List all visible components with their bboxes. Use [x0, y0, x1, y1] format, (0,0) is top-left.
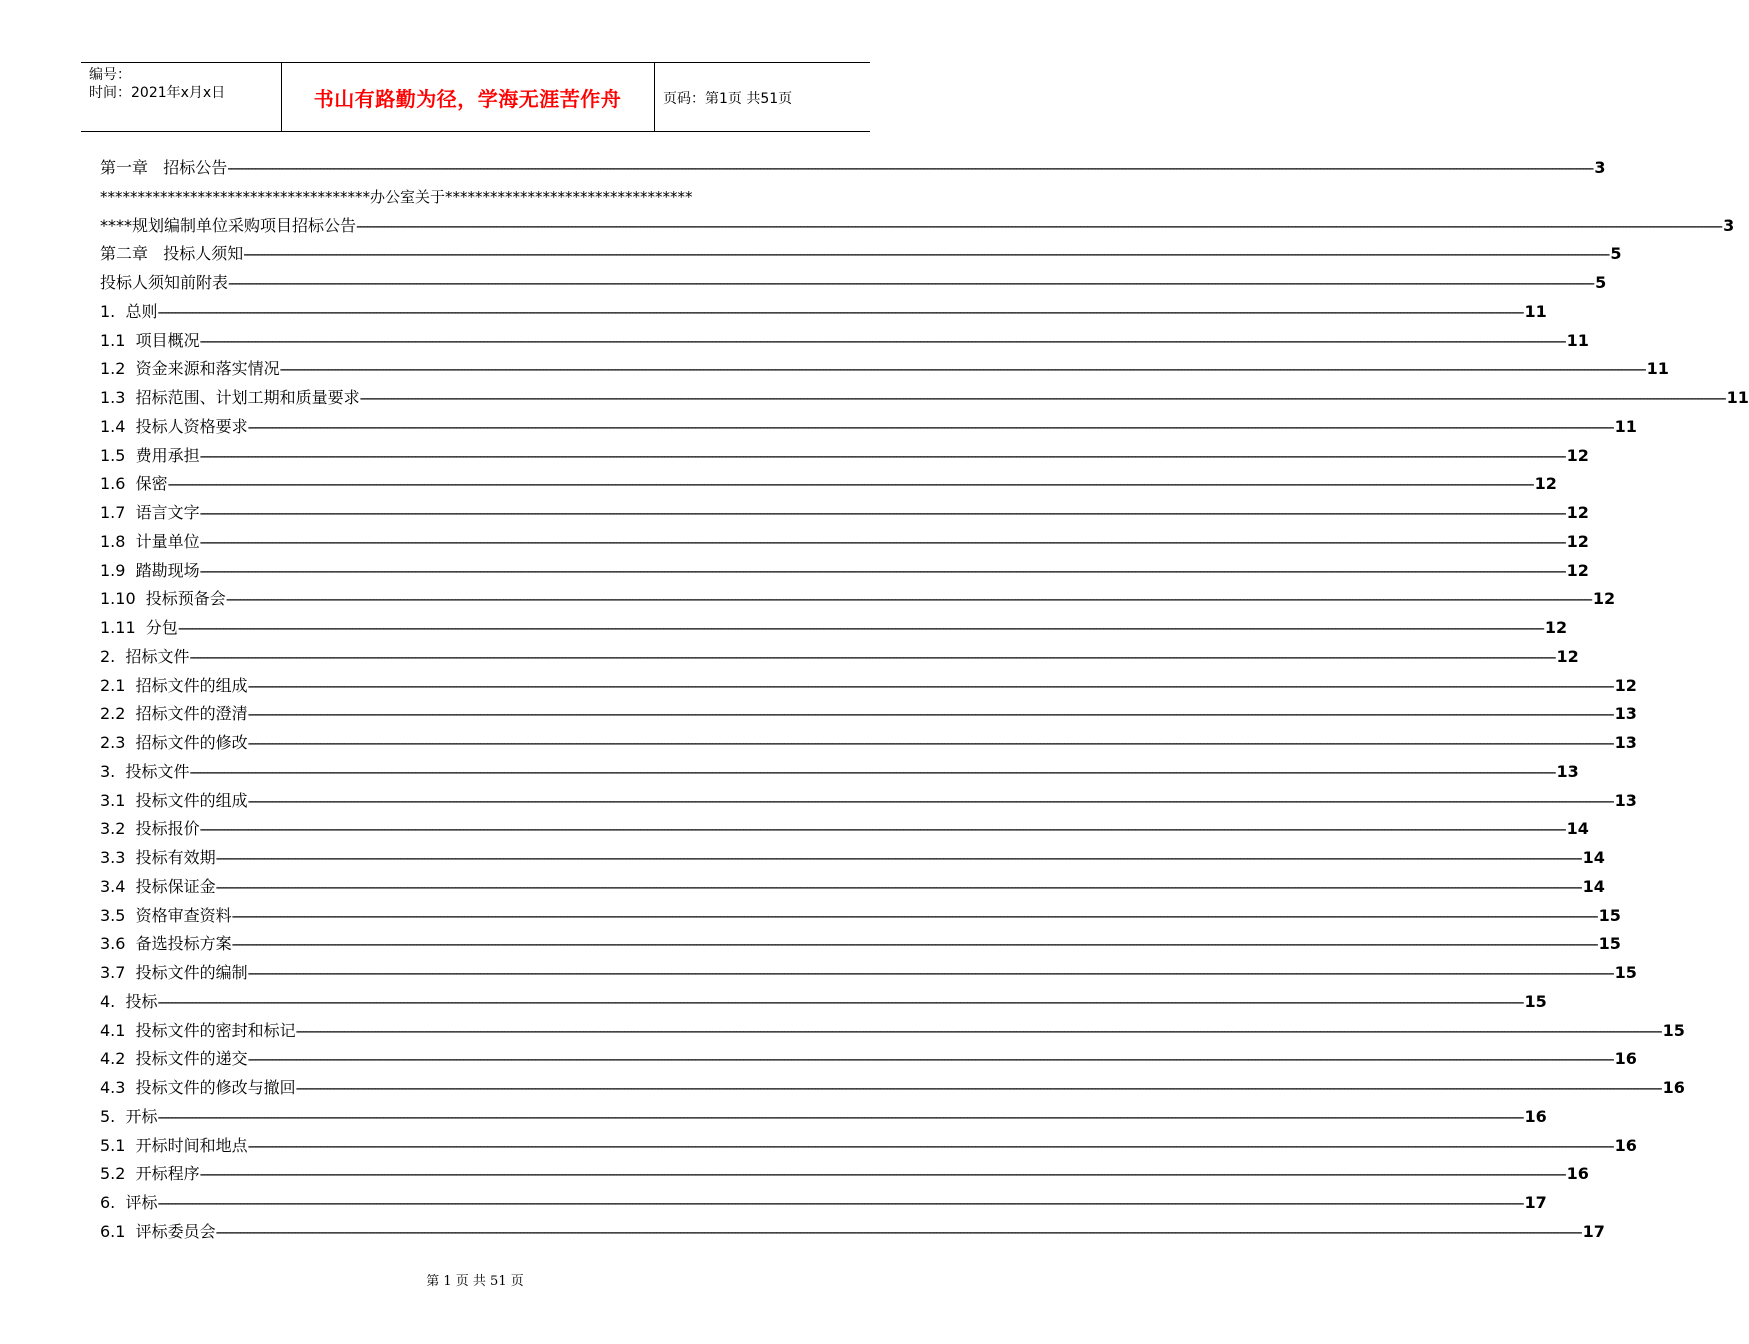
toc-entry[interactable] [100, 988, 1547, 1017]
toc-entry[interactable] [100, 212, 1735, 241]
toc-entry-title: 第一章 招标公告 [100, 158, 228, 177]
toc-entry-leader: ---------------------------------------------------------------------------------------------------------------------------------------------------------------------------------------------------------------------------------------------------------------------------------------------------------------------------------------------------------------------------------------------------------------- [177, 619, 1543, 637]
toc-entry[interactable] [100, 1189, 1547, 1218]
toc-entry-leader: ---------------------------------------------------------------------------------------------------------------------------------------------------------------------------------------------------------------------------------------------------------------------------------------------------------------------------------------------------------------------------------------------------------------- [157, 1107, 1523, 1126]
toc-entry-leader: ---------------------------------------------------------------------------------------------------------------------------------------------------------------------------------------------------------------------------------------------------------------------------------------------------------------------------------------------------------------------------------------------------------------- [157, 302, 1523, 321]
toc-entry-page: 12 [1566, 503, 1589, 522]
toc-entry-page: 15 [1598, 905, 1621, 925]
toc-entry-page: 14 [1582, 848, 1605, 867]
toc-entry[interactable] [100, 154, 1606, 183]
toc-entry-page: 15 [1524, 991, 1547, 1011]
toc-entry-leader: ---------------------------------------------------------------------------------------------------------------------------------------------------------------------------------------------------------------------------------------------------------------------------------------------------------------------------------------------------------------------------------------------------------------- [167, 475, 1533, 494]
toc-entry-title: ****规划编制单位采购项目招标公告 [100, 215, 357, 235]
toc-entry[interactable] [100, 298, 1547, 327]
toc-entry-title: ************************************办公室关于********************************* [100, 187, 693, 206]
toc-entry-page: 11 [1646, 359, 1669, 379]
toc-entry-leader: ---------------------------------------------------------------------------------------------------------------------------------------------------------------------------------------------------------------------------------------------------------------------------------------------------------------------------------------------------------------------------------------------------------------- [225, 590, 1591, 609]
toc-entry-title: 6. 评标 [100, 1193, 158, 1212]
toc-entry-leader: ---------------------------------------------------------------------------------------------------------------------------------------------------------------------------------------------------------------------------------------------------------------------------------------------------------------------------------------------------------------------------------------------------------------- [215, 877, 1581, 896]
toc-entry-page: 11 [1524, 301, 1547, 321]
toc-entry-title: 3.6 备选投标方案 [100, 934, 232, 954]
toc-entry-page: 15 [1598, 934, 1621, 954]
toc-entry-page: 5 [1610, 244, 1622, 264]
toc-entry[interactable] [100, 528, 1589, 557]
toc-entry-title: 4. 投标 [100, 991, 158, 1011]
toc-entry-page: 15 [1662, 1020, 1685, 1040]
toc-entry[interactable] [100, 930, 1621, 959]
toc-entry-page: 5 [1595, 273, 1607, 292]
toc-entry-page: 11 [1614, 416, 1637, 436]
toc-entry-leader: ---------------------------------------------------------------------------------------------------------------------------------------------------------------------------------------------------------------------------------------------------------------------------------------------------------------------------------------------------------------------------------------------------------------- [247, 791, 1613, 810]
toc-entry-title: 3. 投标文件 [100, 761, 190, 781]
toc-entry-leader: ---------------------------------------------------------------------------------------------------------------------------------------------------------------------------------------------------------------------------------------------------------------------------------------------------------------------------------------------------------------------------------------------------------------- [227, 159, 1593, 177]
toc-entry-leader: ---------------------------------------------------------------------------------------------------------------------------------------------------------------------------------------------------------------------------------------------------------------------------------------------------------------------------------------------------------------------------------------------------------------- [199, 532, 1565, 551]
document-time-label: 时间：2021年x月x日 [89, 85, 226, 101]
toc-entry[interactable] [100, 355, 1669, 384]
toc-entry-title: 1.3 招标范围、计划工期和质量要求 [100, 388, 360, 407]
toc-entry[interactable] [100, 643, 1579, 672]
toc-entry-leader: ---------------------------------------------------------------------------------------------------------------------------------------------------------------------------------------------------------------------------------------------------------------------------------------------------------------------------------------------------------------------------------------------------------------- [199, 504, 1565, 522]
toc-entry-leader: ---------------------------------------------------------------------------------------------------------------------------------------------------------------------------------------------------------------------------------------------------------------------------------------------------------------------------------------------------------------------------------------------------------------- [243, 245, 1609, 264]
toc-entry-leader: ---------------------------------------------------------------------------------------------------------------------------------------------------------------------------------------------------------------------------------------------------------------------------------------------------------------------------------------------------------------------------------------------------------------- [189, 762, 1555, 781]
toc-entry-page: 3 [1594, 158, 1606, 177]
page-footer: 第 1 页 共 51 页 [426, 1274, 524, 1289]
toc-entry-page: 12 [1592, 589, 1616, 609]
toc-entry[interactable] [100, 1045, 1637, 1074]
toc-entry-title: 1.1 项目概况 [100, 330, 200, 350]
toc-entry-page: 17 [1524, 1193, 1547, 1212]
toc-entry-leader: ---------------------------------------------------------------------------------------------------------------------------------------------------------------------------------------------------------------------------------------------------------------------------------------------------------------------------------------------------------------------------------------------------------------- [356, 216, 1722, 235]
toc-entry-title: 3.2 投标报价 [100, 819, 200, 839]
header-left-cell [81, 63, 282, 131]
document-number-label: 编号： [89, 67, 131, 83]
toc-entry[interactable] [100, 672, 1637, 701]
toc-entry[interactable] [100, 1132, 1637, 1161]
toc-entry-title: 第二章 投标人须知 [100, 244, 244, 264]
toc-entry-title: 1.10 投标预备会 [100, 589, 226, 609]
toc-entry[interactable] [100, 959, 1637, 988]
toc-entry-title: 1.9 踏勘现场 [100, 560, 200, 580]
toc-entry[interactable] [100, 614, 1568, 643]
toc-entry[interactable] [100, 327, 1589, 356]
toc-entry-leader: ---------------------------------------------------------------------------------------------------------------------------------------------------------------------------------------------------------------------------------------------------------------------------------------------------------------------------------------------------------------------------------------------------------------- [247, 1136, 1613, 1155]
header-right-cell [655, 63, 870, 131]
toc-entry-page: 13 [1614, 733, 1637, 752]
toc-entry[interactable] [100, 1074, 1685, 1103]
toc-entry-leader: ---------------------------------------------------------------------------------------------------------------------------------------------------------------------------------------------------------------------------------------------------------------------------------------------------------------------------------------------------------------------------------------------------------------- [199, 331, 1565, 350]
toc-entry-title: 2.2 招标文件的澄清 [100, 704, 248, 724]
toc-entry-title: 5.1 开标时间和地点 [100, 1135, 248, 1155]
toc-entry-leader: ---------------------------------------------------------------------------------------------------------------------------------------------------------------------------------------------------------------------------------------------------------------------------------------------------------------------------------------------------------------------------------------------------------------- [295, 1021, 1661, 1040]
toc-entry-title: 1.8 计量单位 [100, 531, 200, 551]
toc-entry-title: 投标人须知前附表 [100, 273, 229, 292]
toc-entry-title: 6.1 评标委员会 [100, 1221, 216, 1241]
toc-entry[interactable] [100, 442, 1589, 471]
toc-entry[interactable] [100, 902, 1621, 931]
toc-entry-title: 3.4 投标保证金 [100, 876, 216, 896]
header-motto: 书山有路勤为径，学海无涯苦作舟 [313, 87, 622, 111]
toc-entry-title: 4.2 投标文件的递交 [100, 1049, 248, 1069]
toc-entry[interactable] [100, 700, 1637, 729]
toc-entry-page: 12 [1566, 560, 1589, 580]
toc-entry-title: 1.4 投标人资格要求 [100, 416, 248, 436]
toc-entry-leader: ---------------------------------------------------------------------------------------------------------------------------------------------------------------------------------------------------------------------------------------------------------------------------------------------------------------------------------------------------------------------------------------------------------------- [247, 417, 1613, 436]
toc-entry[interactable] [100, 413, 1637, 442]
toc-entry-leader: ---------------------------------------------------------------------------------------------------------------------------------------------------------------------------------------------------------------------------------------------------------------------------------------------------------------------------------------------------------------------------------------------------------------- [247, 1050, 1613, 1069]
toc-entry-leader: ---------------------------------------------------------------------------------------------------------------------------------------------------------------------------------------------------------------------------------------------------------------------------------------------------------------------------------------------------------------------------------------------------------------- [199, 561, 1565, 580]
toc-entry-title: 1.2 资金来源和落实情况 [100, 359, 280, 379]
toc-entry-title: 4.3 投标文件的修改与撤回 [100, 1078, 296, 1097]
toc-entry-leader: ---------------------------------------------------------------------------------------------------------------------------------------------------------------------------------------------------------------------------------------------------------------------------------------------------------------------------------------------------------------------------------------------------------------- [157, 1194, 1523, 1212]
toc-entry-title: 3.5 资格审查资料 [100, 905, 232, 925]
toc-entry-page: 13 [1614, 704, 1637, 724]
toc-entry-leader: ---------------------------------------------------------------------------------------------------------------------------------------------------------------------------------------------------------------------------------------------------------------------------------------------------------------------------------------------------------------------------------------------------------------- [247, 705, 1613, 724]
toc-entry-title: 1.5 费用承担 [100, 445, 200, 465]
toc-entry-leader: ---------------------------------------------------------------------------------------------------------------------------------------------------------------------------------------------------------------------------------------------------------------------------------------------------------------------------------------------------------------------------------------------------------------- [189, 647, 1555, 666]
toc-entry[interactable] [100, 758, 1579, 787]
toc-entry[interactable] [100, 1103, 1547, 1132]
toc-entry-page: 12 [1544, 618, 1568, 637]
toc-entry-leader: ---------------------------------------------------------------------------------------------------------------------------------------------------------------------------------------------------------------------------------------------------------------------------------------------------------------------------------------------------------------------------------------------------------------- [157, 992, 1523, 1011]
toc-entry-title: 2.3 招标文件的修改 [100, 733, 248, 752]
toc-entry[interactable] [100, 787, 1637, 816]
toc-entry[interactable] [100, 585, 1616, 614]
toc-entry-leader: ---------------------------------------------------------------------------------------------------------------------------------------------------------------------------------------------------------------------------------------------------------------------------------------------------------------------------------------------------------------------------------------------------------------- [231, 935, 1597, 954]
toc-entry[interactable] [100, 183, 850, 212]
toc-entry-title: 5.2 开标程序 [100, 1164, 200, 1184]
toc-entry-page: 16 [1614, 1135, 1637, 1155]
toc-entry-title: 3.3 投标有效期 [100, 848, 216, 867]
toc-entry-title: 3.7 投标文件的编制 [100, 963, 248, 982]
toc-entry-page: 12 [1566, 531, 1589, 551]
header-page-info: 页码：第1页 共51页 [663, 91, 793, 107]
toc-entry-leader: ---------------------------------------------------------------------------------------------------------------------------------------------------------------------------------------------------------------------------------------------------------------------------------------------------------------------------------------------------------------------------------------------------------------- [247, 734, 1613, 752]
toc-entry[interactable] [100, 729, 1637, 758]
page-header [81, 62, 870, 132]
header-middle-cell [281, 63, 655, 131]
toc-entry[interactable] [100, 873, 1605, 902]
toc-entry-leader: ---------------------------------------------------------------------------------------------------------------------------------------------------------------------------------------------------------------------------------------------------------------------------------------------------------------------------------------------------------------------------------------------------------------- [247, 964, 1613, 982]
toc-entry-title: 1.11 分包 [100, 618, 178, 637]
toc-entry[interactable] [100, 269, 1607, 298]
toc-entry-page: 16 [1566, 1164, 1589, 1184]
toc-entry-title: 1.7 语言文字 [100, 503, 200, 522]
toc-entry-page: 12 [1614, 675, 1637, 695]
toc-entry[interactable] [100, 557, 1589, 586]
toc-entry-title: 4.1 投标文件的密封和标记 [100, 1020, 296, 1040]
toc-entry-page: 15 [1614, 963, 1637, 982]
toc-entry-page: 14 [1566, 819, 1589, 839]
toc-entry[interactable] [100, 499, 1589, 528]
toc-entry-page: 12 [1566, 445, 1589, 465]
toc-entry-page: 3 [1723, 215, 1735, 235]
toc-entry-page: 16 [1524, 1106, 1547, 1126]
toc-entry-page: 16 [1662, 1078, 1685, 1097]
toc-entry-leader: ---------------------------------------------------------------------------------------------------------------------------------------------------------------------------------------------------------------------------------------------------------------------------------------------------------------------------------------------------------------------------------------------------------------- [215, 1222, 1581, 1241]
toc-entry-page: 16 [1614, 1049, 1637, 1069]
toc-entry-leader: ---------------------------------------------------------------------------------------------------------------------------------------------------------------------------------------------------------------------------------------------------------------------------------------------------------------------------------------------------------------------------------------------------------------- [295, 1079, 1661, 1097]
toc-entry[interactable] [100, 240, 1622, 269]
toc-entry-page: 14 [1582, 876, 1605, 896]
toc-entry[interactable] [100, 844, 1605, 873]
toc-entry-title: 2.1 招标文件的组成 [100, 675, 248, 695]
toc-entry-leader: ---------------------------------------------------------------------------------------------------------------------------------------------------------------------------------------------------------------------------------------------------------------------------------------------------------------------------------------------------------------------------------------------------------------- [247, 676, 1613, 695]
toc-entry-page: 13 [1614, 790, 1637, 810]
toc-entry-leader: ---------------------------------------------------------------------------------------------------------------------------------------------------------------------------------------------------------------------------------------------------------------------------------------------------------------------------------------------------------------------------------------------------------------- [228, 274, 1594, 292]
toc-entry-leader: ---------------------------------------------------------------------------------------------------------------------------------------------------------------------------------------------------------------------------------------------------------------------------------------------------------------------------------------------------------------------------------------------------------------- [279, 360, 1645, 379]
toc-entry-title: 2. 招标文件 [100, 646, 190, 666]
toc-entry-page: 12 [1556, 646, 1579, 666]
toc-entry-page: 17 [1582, 1221, 1605, 1241]
toc-entry-leader: ---------------------------------------------------------------------------------------------------------------------------------------------------------------------------------------------------------------------------------------------------------------------------------------------------------------------------------------------------------------------------------------------------------------- [199, 1165, 1565, 1184]
toc-entry-page: 11 [1726, 388, 1749, 407]
toc-entry-title: 3.1 投标文件的组成 [100, 790, 248, 810]
toc-entry-leader: ---------------------------------------------------------------------------------------------------------------------------------------------------------------------------------------------------------------------------------------------------------------------------------------------------------------------------------------------------------------------------------------------------------------- [231, 906, 1597, 925]
toc-entry-title: 1. 总则 [100, 301, 158, 321]
toc-entry[interactable] [100, 1017, 1685, 1046]
toc-entry[interactable] [100, 1160, 1589, 1189]
toc-entry-title: 5. 开标 [100, 1106, 158, 1126]
toc-entry-leader: ---------------------------------------------------------------------------------------------------------------------------------------------------------------------------------------------------------------------------------------------------------------------------------------------------------------------------------------------------------------------------------------------------------------- [199, 446, 1565, 465]
toc-entry[interactable] [100, 384, 1749, 413]
toc-entry-leader: ---------------------------------------------------------------------------------------------------------------------------------------------------------------------------------------------------------------------------------------------------------------------------------------------------------------------------------------------------------------------------------------------------------------- [215, 849, 1581, 867]
toc-entry-page: 13 [1556, 761, 1579, 781]
toc-entry-leader: ---------------------------------------------------------------------------------------------------------------------------------------------------------------------------------------------------------------------------------------------------------------------------------------------------------------------------------------------------------------------------------------------------------------- [359, 389, 1725, 407]
toc-entry-leader: ---------------------------------------------------------------------------------------------------------------------------------------------------------------------------------------------------------------------------------------------------------------------------------------------------------------------------------------------------------------------------------------------------------------- [199, 820, 1565, 839]
toc-entry[interactable] [100, 1218, 1605, 1247]
toc-entry-title: 1.6 保密 [100, 474, 168, 494]
table-of-contents [100, 154, 1749, 1247]
toc-entry[interactable] [100, 815, 1589, 844]
toc-entry[interactable] [100, 470, 1557, 499]
toc-entry-page: 12 [1534, 474, 1557, 494]
toc-entry-page: 11 [1566, 330, 1589, 350]
